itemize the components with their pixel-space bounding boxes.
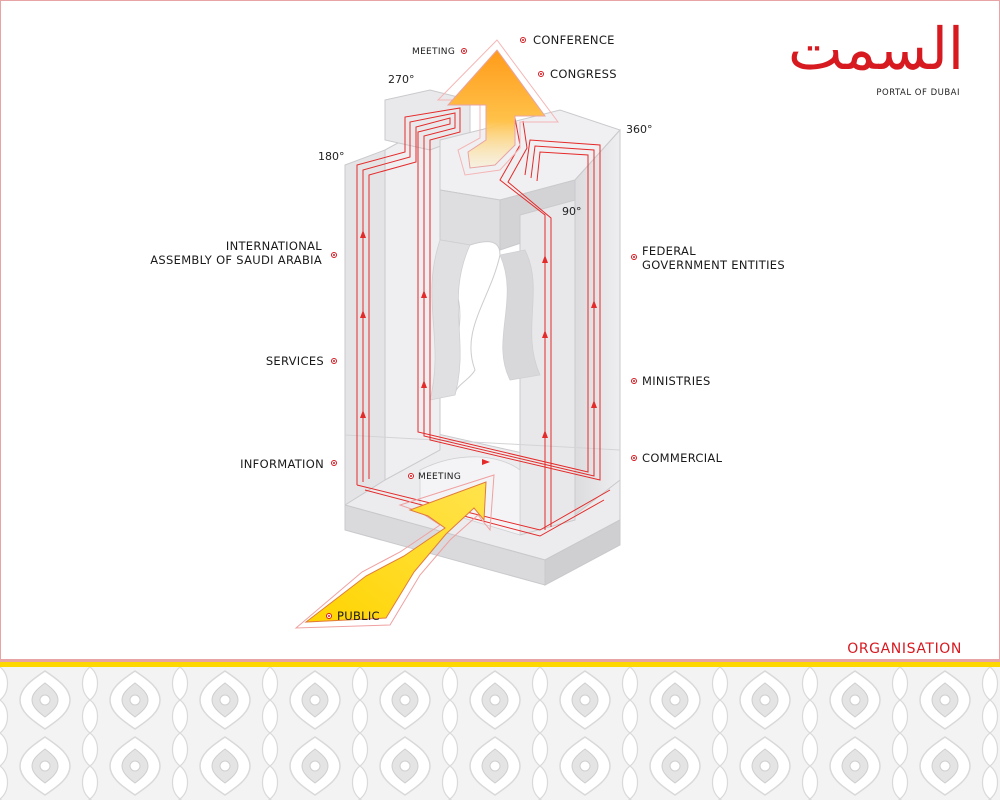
label-commercial: COMMERCIAL [642,451,723,465]
degree-180: 180° [318,150,345,163]
label-federal-line1: FEDERAL [642,244,696,258]
marker-dot [631,378,637,384]
logo-subtitle: PORTAL OF DUBAI [876,88,960,98]
ornamental-pattern [0,667,1000,800]
label-information: INFORMATION [240,457,324,471]
degree-270: 270° [388,73,415,86]
label-federal [642,244,785,272]
marker-dot [631,254,637,260]
marker-dot [408,473,414,479]
marker-dot [520,37,526,43]
label-international-line1: INTERNATIONAL [225,239,322,253]
marker-dot [538,71,544,77]
label-federal-line2: GOVERNMENT ENTITIES [642,258,785,272]
marker-dot [461,48,467,54]
logo-arabic: السمت [787,15,964,83]
label-congress: CONGRESS [550,67,617,81]
degree-90: 90° [562,205,582,218]
label-international [150,239,322,267]
section-title: ORGANISATION [847,641,962,657]
marker-dot [326,613,332,619]
marker-dot [331,252,337,258]
marker-dot [331,460,337,466]
marker-dot [331,358,337,364]
label-meeting-bottom: MEETING [418,472,462,482]
label-conference: CONFERENCE [533,33,615,47]
label-public: PUBLIC [337,609,380,623]
label-meeting-top: MEETING [412,47,456,57]
label-ministries: MINISTRIES [642,374,711,388]
degree-360: 360° [626,123,653,136]
label-international-line2: ASSEMBLY OF SAUDI ARABIA [150,253,322,267]
label-services: SERVICES [265,354,324,368]
marker-dot [631,455,637,461]
